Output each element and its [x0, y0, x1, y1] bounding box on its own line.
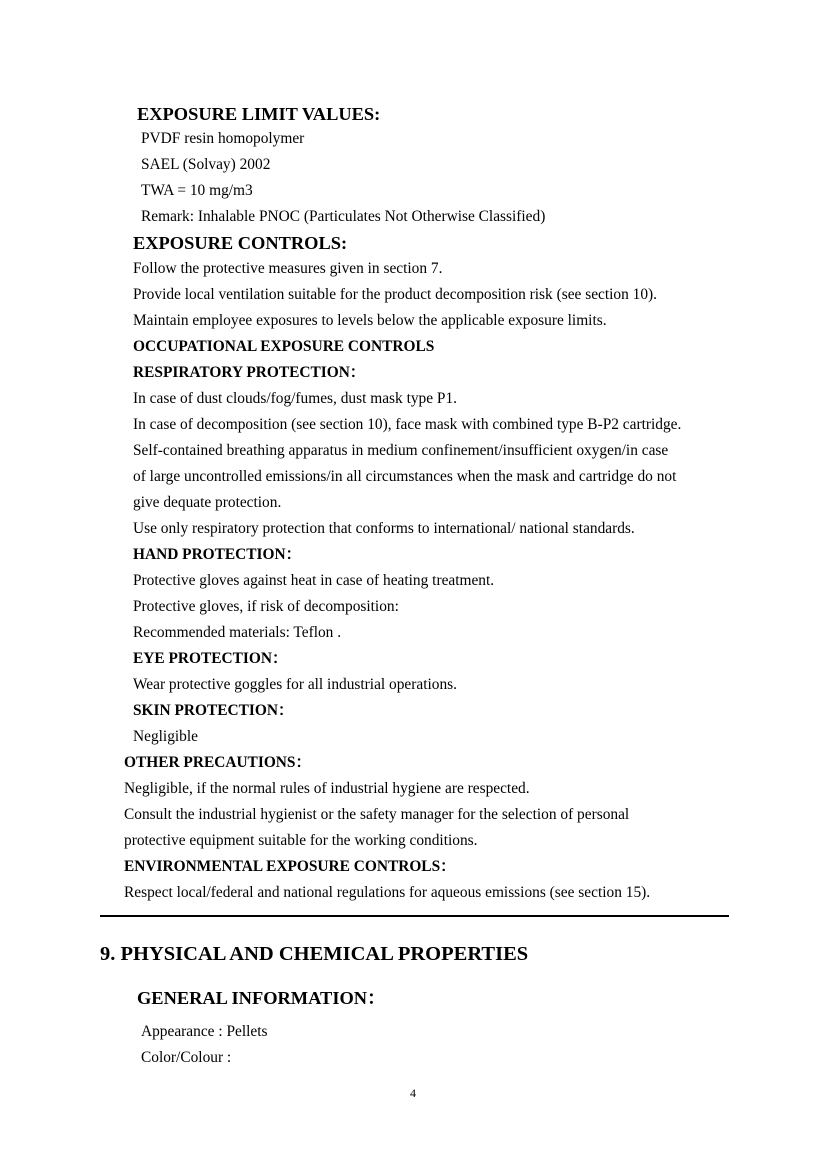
hand-protection-line: Protective gloves, if risk of decomposition:: [133, 598, 399, 615]
exposure-controls-line: Follow the protective measures given in section 7.: [133, 260, 443, 277]
exposure-controls-heading: EXPOSURE CONTROLS:: [133, 233, 348, 253]
respiratory-protection-heading: RESPIRATORY PROTECTION：: [133, 364, 366, 381]
environmental-exposure-line: Respect local/federal and national regulations for aqueous emissions (see section 15).: [124, 884, 651, 901]
exposure-limit-line: SAEL (Solvay) 2002: [141, 156, 271, 173]
eye-protection-heading: EYE PROTECTION：: [133, 650, 288, 667]
other-precautions-line: Consult the industrial hygienist or the safety manager for the selection of personal: [124, 806, 630, 823]
page-number: 4: [410, 1086, 416, 1100]
exposure-limit-line: PVDF resin homopolymer: [141, 130, 305, 147]
general-information-heading: GENERAL INFORMATION：: [137, 988, 386, 1008]
respiratory-line: of large uncontrolled emissions/in all circumstances when the mask and cartridge do not: [133, 468, 677, 485]
section-divider: [100, 915, 729, 917]
exposure-limit-line: Remark: Inhalable PNOC (Particulates Not Otherwise Classified): [141, 208, 546, 225]
hand-protection-heading: HAND PROTECTION：: [133, 546, 302, 563]
eye-protection-line: Wear protective goggles for all industrial operations.: [133, 676, 457, 693]
other-precautions-line: Negligible, if the normal rules of industrial hygiene are respected.: [124, 780, 530, 797]
respiratory-line: give dequate protection.: [133, 494, 282, 511]
respiratory-line: Self-contained breathing apparatus in medium confinement/insufficient oxygen/in case: [133, 442, 669, 459]
exposure-controls-line: Maintain employee exposures to levels below the applicable exposure limits.: [133, 312, 607, 329]
hand-protection-line: Protective gloves against heat in case of heating treatment.: [133, 572, 495, 589]
skin-protection-line: Negligible: [133, 728, 198, 745]
respiratory-line: In case of dust clouds/fog/fumes, dust mask type P1.: [133, 390, 458, 407]
exposure-limit-line: TWA = 10 mg/m3: [141, 182, 253, 199]
skin-protection-heading: SKIN PROTECTION：: [133, 702, 294, 719]
occupational-exposure-heading: OCCUPATIONAL EXPOSURE CONTROLS: [133, 338, 435, 355]
other-precautions-line: protective equipment suitable for the working conditions.: [124, 832, 478, 849]
exposure-controls-line: Provide local ventilation suitable for the product decomposition risk (see section 10).: [133, 286, 658, 303]
other-precautions-heading: OTHER PRECAUTIONS：: [124, 754, 311, 771]
section-9-title: 9. PHYSICAL AND CHEMICAL PROPERTIES: [100, 943, 529, 965]
appearance-line: Appearance : Pellets: [141, 1023, 268, 1040]
hand-protection-line: Recommended materials: Teflon .: [133, 624, 342, 641]
respiratory-line: In case of decomposition (see section 10), face mask with combined type B-P2 cartridge.: [133, 416, 682, 433]
respiratory-line: Use only respiratory protection that conforms to international/ national standards.: [133, 520, 635, 537]
color-line: Color/Colour :: [141, 1049, 232, 1066]
environmental-exposure-heading: ENVIRONMENTAL EXPOSURE CONTROLS：: [124, 858, 456, 875]
exposure-limit-values-heading: EXPOSURE LIMIT VALUES:: [137, 104, 381, 124]
